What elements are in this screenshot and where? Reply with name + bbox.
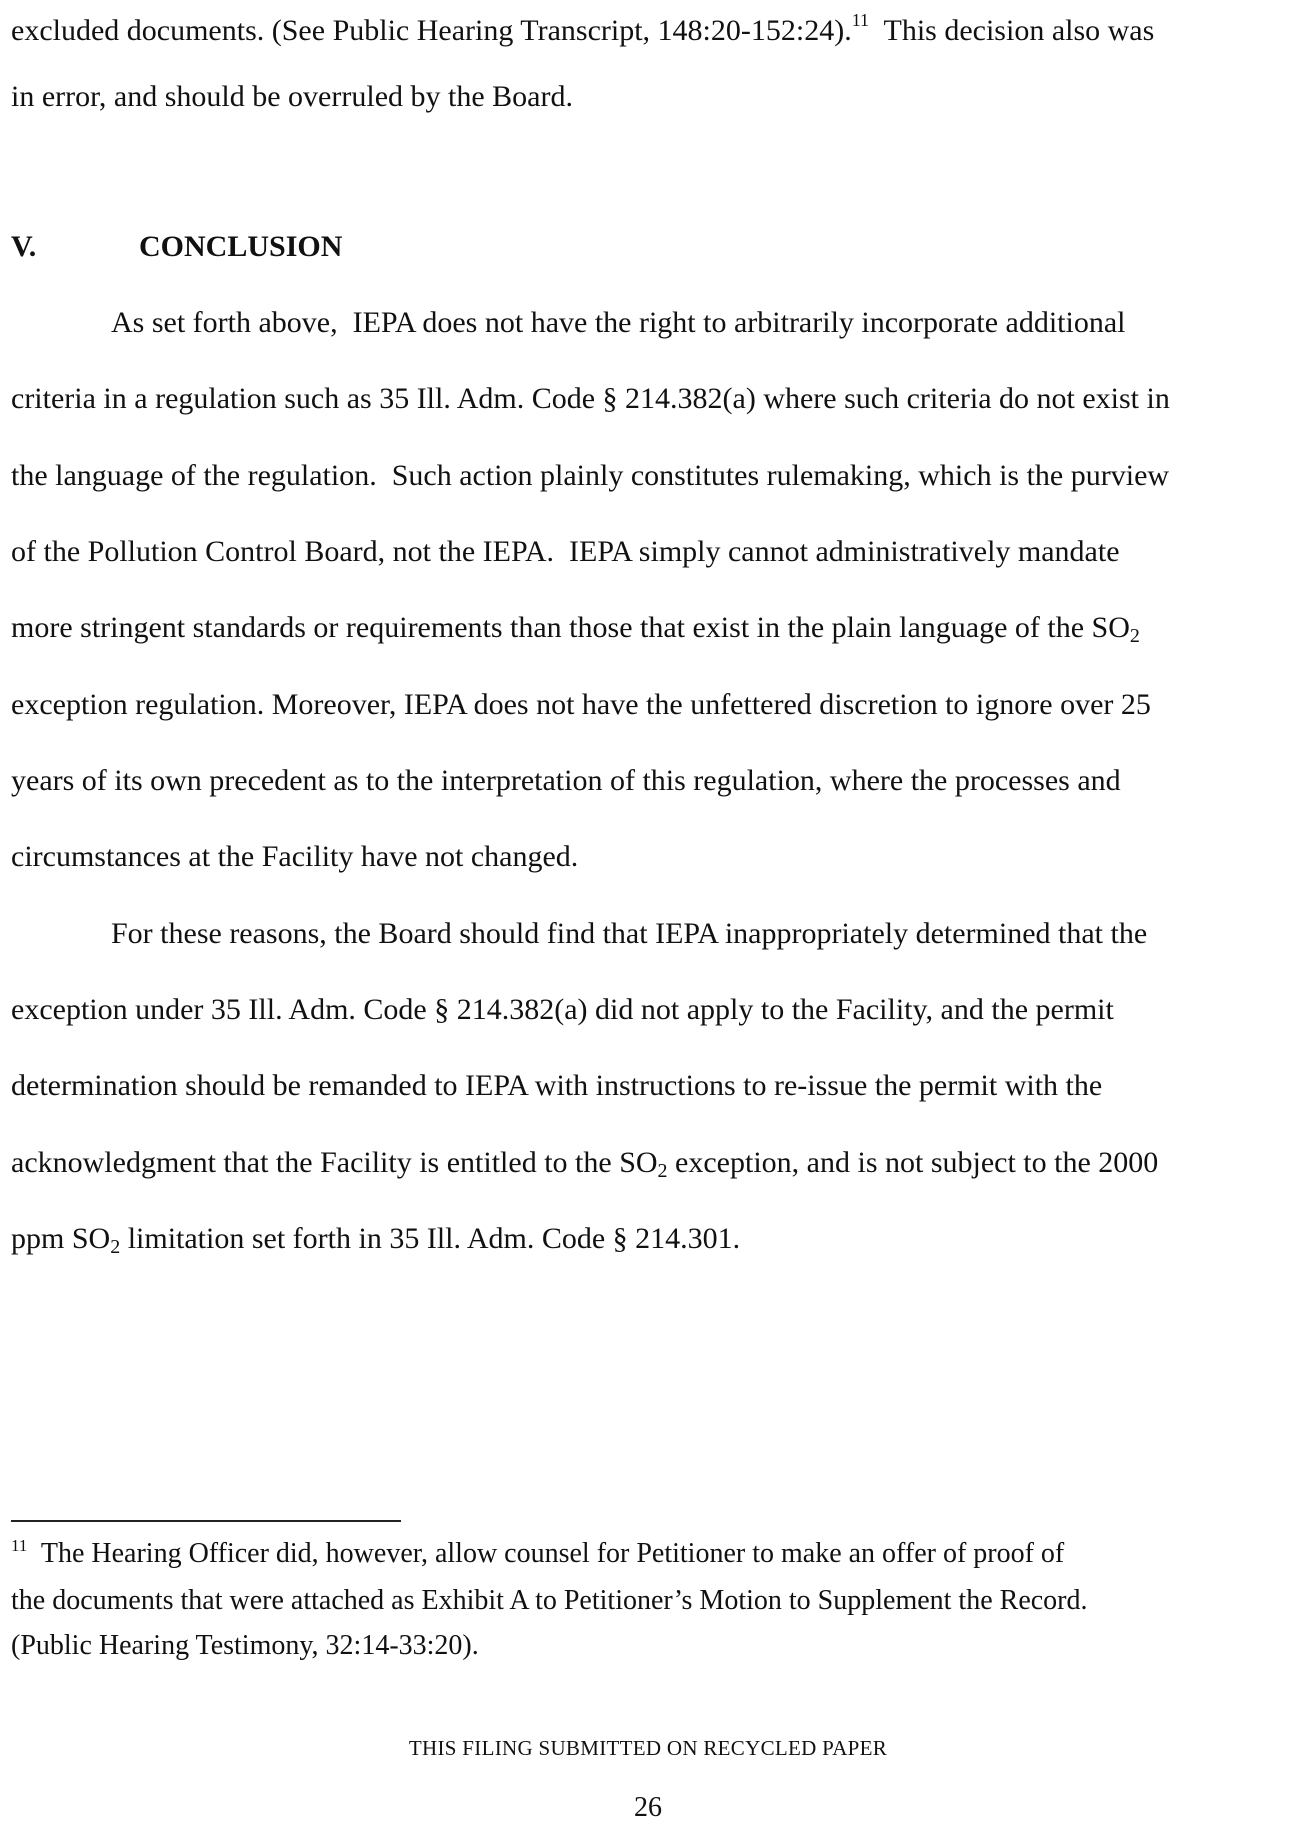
paragraph-2-line-4-text-a: acknowledgment that the Facility is entitled to the SO	[11, 1146, 658, 1179]
paragraph-1-line-6: exception regulation. Moreover, IEPA does not have the unfettered discretion to ignore over 25	[11, 688, 1151, 721]
footnote-separator	[11, 1520, 401, 1522]
section-title: CONCLUSION	[139, 230, 343, 263]
paragraph-1-line-4: of the Pollution Control Board, not the IEPA. IEPA simply cannot administratively mandate	[11, 535, 1120, 568]
paragraph-1-line-5-text: more stringent standards or requirements than those that exist in the plain language of the SO	[11, 611, 1130, 644]
carryover-line-2: in error, and should be overruled by the Board.	[11, 80, 573, 113]
paragraph-2-line-4-text-b: exception, and is not subject to the 2000	[667, 1146, 1159, 1179]
paragraph-1-line-7: years of its own precedent as to the interpretation of this regulation, where the processes and	[11, 764, 1121, 797]
paragraph-2-line-3: determination should be remanded to IEPA with instructions to re-issue the permit with the	[11, 1069, 1103, 1102]
footnote-text-1: The Hearing Officer did, however, allow counsel for Petitioner to make an offer of proof of	[27, 1538, 1065, 1569]
paragraph-1-line-3: the language of the regulation. Such action plainly constitutes rulemaking, which is the purview	[11, 459, 1170, 492]
recycled-paper-footer: THIS FILING SUBMITTED ON RECYCLED PAPER	[408, 1736, 888, 1760]
paragraph-1-line-2: criteria in a regulation such as 35 Ill. Adm. Code § 214.382(a) where such criteria do not exist in	[11, 382, 1170, 415]
paragraph-2-line-5-text-b: limitation set forth in 35 Ill. Adm. Code § 214.301.	[120, 1222, 741, 1255]
so2-subscript: 2	[657, 1160, 668, 1182]
so2-subscript: 2	[110, 1236, 121, 1258]
section-number: V.	[11, 230, 37, 263]
carryover-text-end: This decision also was	[869, 14, 1155, 47]
section-heading	[11, 230, 342, 264]
paragraph-2-line-1: For these reasons, the Board should find that IEPA inappropriately determined that the	[111, 917, 1148, 950]
page-number: 26	[634, 1792, 662, 1823]
paragraph-2-line-5-text-a: ppm SO	[11, 1222, 111, 1255]
paragraph-2-line-4	[11, 1146, 1158, 1180]
footnote-line-1	[11, 1538, 1064, 1570]
carryover-line-1	[11, 10, 1155, 48]
paragraph-1-line-1: As set forth above, IEPA does not have the right to arbitrarily incorporate additional	[111, 306, 1126, 339]
paragraph-2-line-2: exception under 35 Ill. Adm. Code § 214.382(a) did not apply to the Facility, and the permit	[11, 993, 1114, 1026]
footnote-reference: 11	[851, 10, 870, 30]
footnote-line-2: the documents that were attached as Exhibit A to Petitioner’s Motion to Supplement the Record.	[11, 1585, 1088, 1616]
carryover-text-start: excluded documents. (See Public Hearing Transcript, 148:20-152:24).	[11, 14, 852, 47]
footnote-line-3: (Public Hearing Testimony, 32:14-33:20).	[11, 1630, 479, 1661]
so2-subscript: 2	[1129, 625, 1140, 647]
paragraph-2-line-5	[11, 1222, 740, 1256]
footnote-number: 11	[11, 1536, 28, 1555]
paragraph-1-line-5	[11, 611, 1140, 645]
paragraph-1-line-8: circumstances at the Facility have not changed.	[11, 840, 579, 873]
